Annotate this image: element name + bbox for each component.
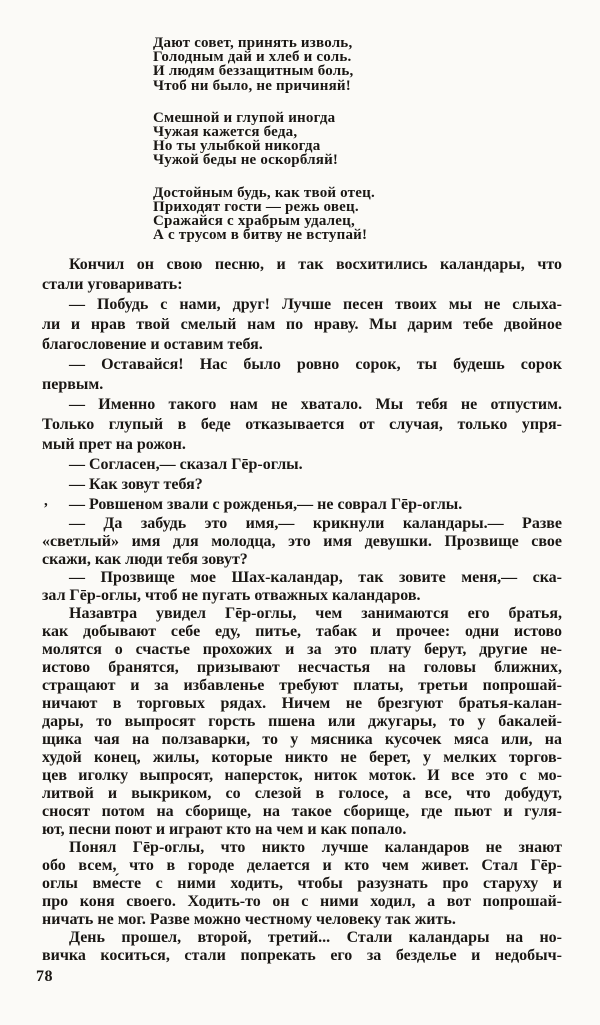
- poem-stanza-2: [153, 111, 375, 168]
- prose-line: дары, то выпросят горсть пшена или джугары, то у бакалей-: [42, 713, 562, 730]
- prose-line: ют, песни поют и играют кто на чем и как попало.: [42, 821, 407, 838]
- prose-line: Кончил он свою песню, и так восхитились каландары, что: [69, 256, 562, 273]
- prose-line: — Именно такого нам не хватало. Мы тебя не отпустим.: [69, 396, 562, 413]
- prose-line: ли и нрав твой смелый нам по нраву. Мы дарим тебе двойное: [42, 316, 562, 333]
- prose-line: ничать не мог. Разве можно честному человеку так жить.: [42, 911, 456, 928]
- prose-line: «светлый» имя для молодца, это имя девушки. Прозвище свое: [42, 533, 562, 550]
- prose-line: — Побудь с нами, друг! Лучше песен твоих мы не слыха-: [69, 296, 562, 313]
- prose-line: благословение и оставим тебя.: [42, 336, 263, 353]
- poem-line: Чужая кажется беда,: [153, 124, 298, 141]
- ink-speck-artifact: ,: [44, 493, 48, 509]
- prose-line: зал Гēр-оглы, чтоб не пугать отважных каландаров.: [42, 587, 421, 604]
- prose-block: [42, 255, 562, 965]
- prose-line: Только глупый в беде отказывается от случая, только упря-: [42, 416, 562, 433]
- prose-line: День прошел, второй, третий... Стали каландары на но-: [69, 929, 562, 946]
- prose-line: — Оставайся! Нас было ровно сорок, ты будешь сорок: [69, 356, 562, 373]
- prose-line: Понял Гēр-оглы, что никто лучше каландаров не знают: [69, 839, 562, 856]
- prose-line: стали уговаривать:: [42, 276, 183, 293]
- poem-line: Достойным будь, как твой отец.: [153, 184, 375, 201]
- prose-line: стращают и за избавленье требуют платы, третьи попрошай-: [42, 677, 562, 694]
- prose-line: оглы вме́сте с ними ходить, чтобы разузнать про старуху и: [42, 875, 562, 892]
- prose-line: Назавтра увидел Гēр-оглы, чем занимаются его братья,: [69, 605, 562, 622]
- poem-line: Сражайся с храбрым удалец,: [153, 213, 355, 230]
- prose-line: скажи, как люди тебя зовут?: [42, 551, 248, 568]
- prose-line: — Ровшеном звали с рожденья,— не соврал Гēр-оглы. ,: [44, 493, 463, 513]
- prose-line: вичка коситься, стали попрекать его за безделье и недобыч-: [42, 947, 562, 964]
- poem-line: Чужой беды не оскорбляй!: [153, 152, 339, 169]
- prose-line: первым.: [42, 376, 104, 393]
- poem-line: Приходят гости — режь овец.: [153, 198, 359, 215]
- prose-line: истово бранятся, призывают несчастья на головы ближних,: [42, 659, 562, 676]
- poem-line: Смешной и глупой иногда: [153, 109, 336, 126]
- poem-line: Чтоб ни было, не причиняй!: [153, 77, 351, 94]
- prose-line: молятся о счастье прохожих и за это плату берут, другие не-: [42, 641, 562, 658]
- page-number: 78: [36, 968, 53, 985]
- prose-line: щика чая на ползаварки, то у мясника кусочек мяса или, на: [42, 731, 562, 748]
- prose-line: — Как зовут тебя?: [69, 476, 203, 493]
- prose-line: мый прет на рожон.: [42, 436, 186, 453]
- poem-line: А с трусом в битву не вступай!: [153, 227, 368, 244]
- prose-line: — Прозвище мое Шах-каландар, так зовите меня,— ска-: [69, 569, 562, 586]
- poem-line: Дают совет, принять изволь,: [153, 35, 353, 51]
- prose-line: — Согласен,— сказал Гēр-оглы.: [69, 456, 303, 473]
- poem-stanza-1: [153, 36, 375, 93]
- prose-line: ничают в торговых рядах. Ничем не брезгуют братья-калан-: [42, 695, 562, 712]
- prose-line: сносят потом на сборище, на такое сборище, где пьют и гуля-: [42, 803, 562, 820]
- poem-line: Но ты улыбкой никогда: [153, 138, 321, 155]
- poem-line: И людям беззащитным боль,: [153, 63, 354, 80]
- prose-line: литвой и выкриком, со слезой в голосе, а все, что добудут,: [42, 785, 562, 802]
- poem-line: Голодным дай и хлеб и соль.: [153, 49, 352, 66]
- prose-line: как добывают себе еду, питье, табак и прочее: одни истово: [42, 623, 562, 640]
- prose-line: про коня своего. Ходить-то он с ними ходил, а вот попрошай-: [42, 893, 562, 910]
- prose-line: цев иголку выпросят, наперсток, ниток моток. И все это с мо-: [42, 767, 562, 784]
- prose-line: обо всем, что в городе делается и кто чем живет. Стал Гēр-: [42, 857, 562, 874]
- poem-block: [153, 36, 375, 260]
- prose-line: — Да забудь это имя,— крикнули каландары.— Разве: [69, 515, 562, 532]
- poem-stanza-3: [153, 186, 375, 243]
- prose-line: худой конец, жилы, которые никто не берет, у мелких торгов-: [42, 749, 562, 766]
